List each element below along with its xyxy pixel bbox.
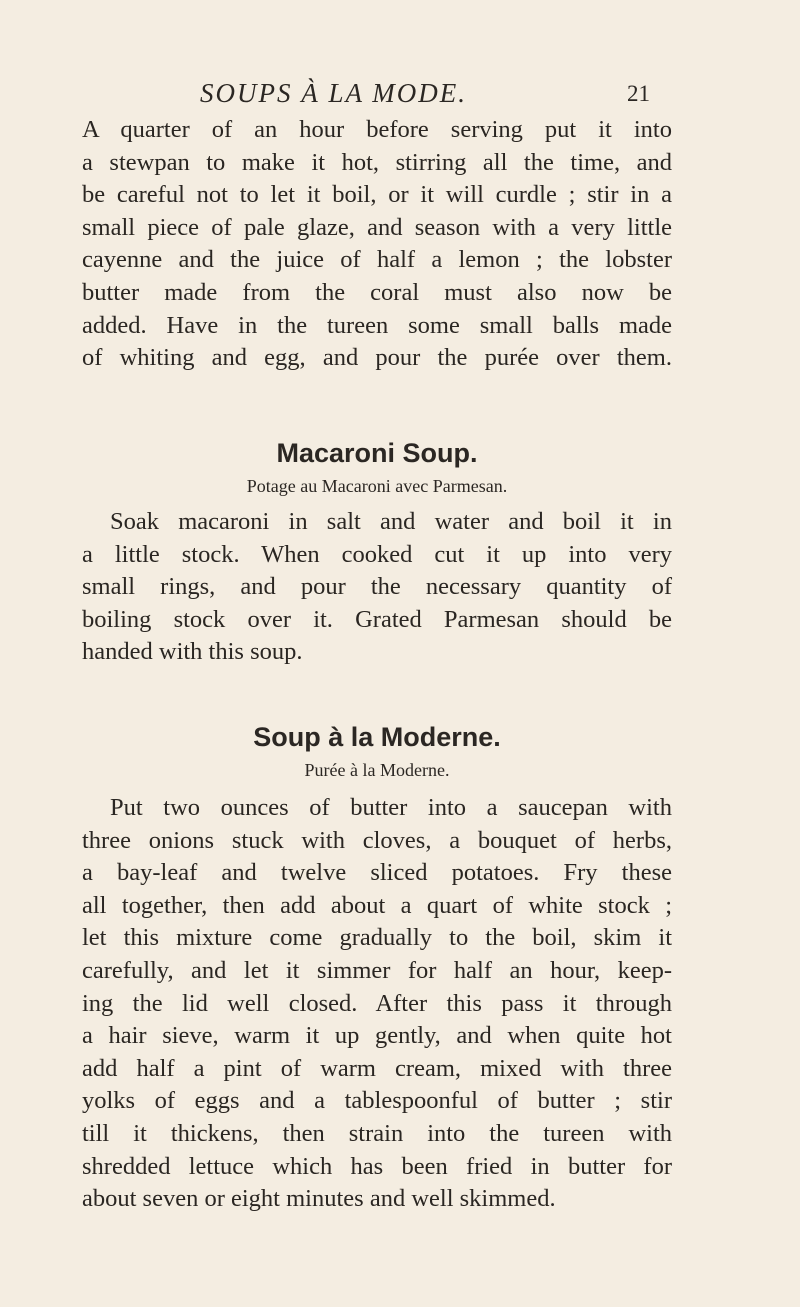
text-line: let this mixture come gradually to the boil, skim it xyxy=(82,924,672,952)
text-line: a little stock. When cooked cut it up into very xyxy=(82,540,672,568)
text-line: Put two ounces of butter into a saucepan with xyxy=(110,794,672,821)
soup-a-la-moderne-paragraph xyxy=(82,792,672,1216)
text-line: all together, then add about a quart of white stock ; xyxy=(82,891,672,919)
text-line: small rings, and pour the necessary quantity of xyxy=(82,573,672,601)
intro-paragraph xyxy=(82,114,672,375)
text-line: Soak macaroni in salt and water and boil it in xyxy=(110,508,672,535)
text-line: three onions stuck with cloves, a bouquet of herbs, xyxy=(82,826,672,854)
text-line: ing the lid well closed. After this pass it through xyxy=(82,989,672,1017)
text-line: butter made from the coral must also now be xyxy=(82,278,672,306)
text-line: a stewpan to make it hot, stirring all the time, and xyxy=(82,148,672,176)
text-line: cayenne and the juice of half a lemon ; the lobster xyxy=(82,246,672,274)
text-line: about seven or eight minutes and well skimmed. xyxy=(82,1185,556,1213)
section-title-macaroni-soup: Macaroni Soup. xyxy=(276,438,478,468)
section-subtitle-macaroni-soup: Potage au Macaroni avec Parmesan. xyxy=(246,476,508,496)
text-line: add half a pint of warm cream, mixed with three xyxy=(82,1054,672,1082)
text-line: added. Have in the tureen some small balls made xyxy=(82,311,672,339)
text-line: a bay-leaf and twelve sliced potatoes. Fry these xyxy=(82,859,672,887)
text-line: yolks of eggs and a tablespoonful of butter ; stir xyxy=(82,1087,672,1115)
running-head xyxy=(0,78,800,110)
text-line: till it thickens, then strain into the tureen with xyxy=(82,1119,672,1147)
section-title-soup-a-la-moderne: Soup à la Moderne. xyxy=(253,722,501,752)
text-line: handed with this soup. xyxy=(82,638,303,666)
text-line: shredded lettuce which has been fried in butter for xyxy=(82,1152,672,1180)
text-line: of whiting and egg, and pour the purée over them. xyxy=(82,344,672,372)
running-title: SOUPS À LA MODE. xyxy=(200,78,467,108)
text-line: be careful not to let it boil, or it will curdle ; stir in a xyxy=(82,181,672,209)
text-line: a hair sieve, warm it up gently, and when quite hot xyxy=(82,1022,672,1050)
text-line: small piece of pale glaze, and season with a very little xyxy=(82,213,672,241)
section-subtitle-soup-a-la-moderne: Purée à la Moderne. xyxy=(304,760,450,780)
page-number: 21 xyxy=(627,81,650,106)
text-line: A quarter of an hour before serving put it into xyxy=(82,116,672,143)
macaroni-soup-paragraph xyxy=(82,506,672,669)
text-line: carefully, and let it simmer for half an hour, keep- xyxy=(82,956,672,984)
text-line: boiling stock over it. Grated Parmesan should be xyxy=(82,605,672,633)
